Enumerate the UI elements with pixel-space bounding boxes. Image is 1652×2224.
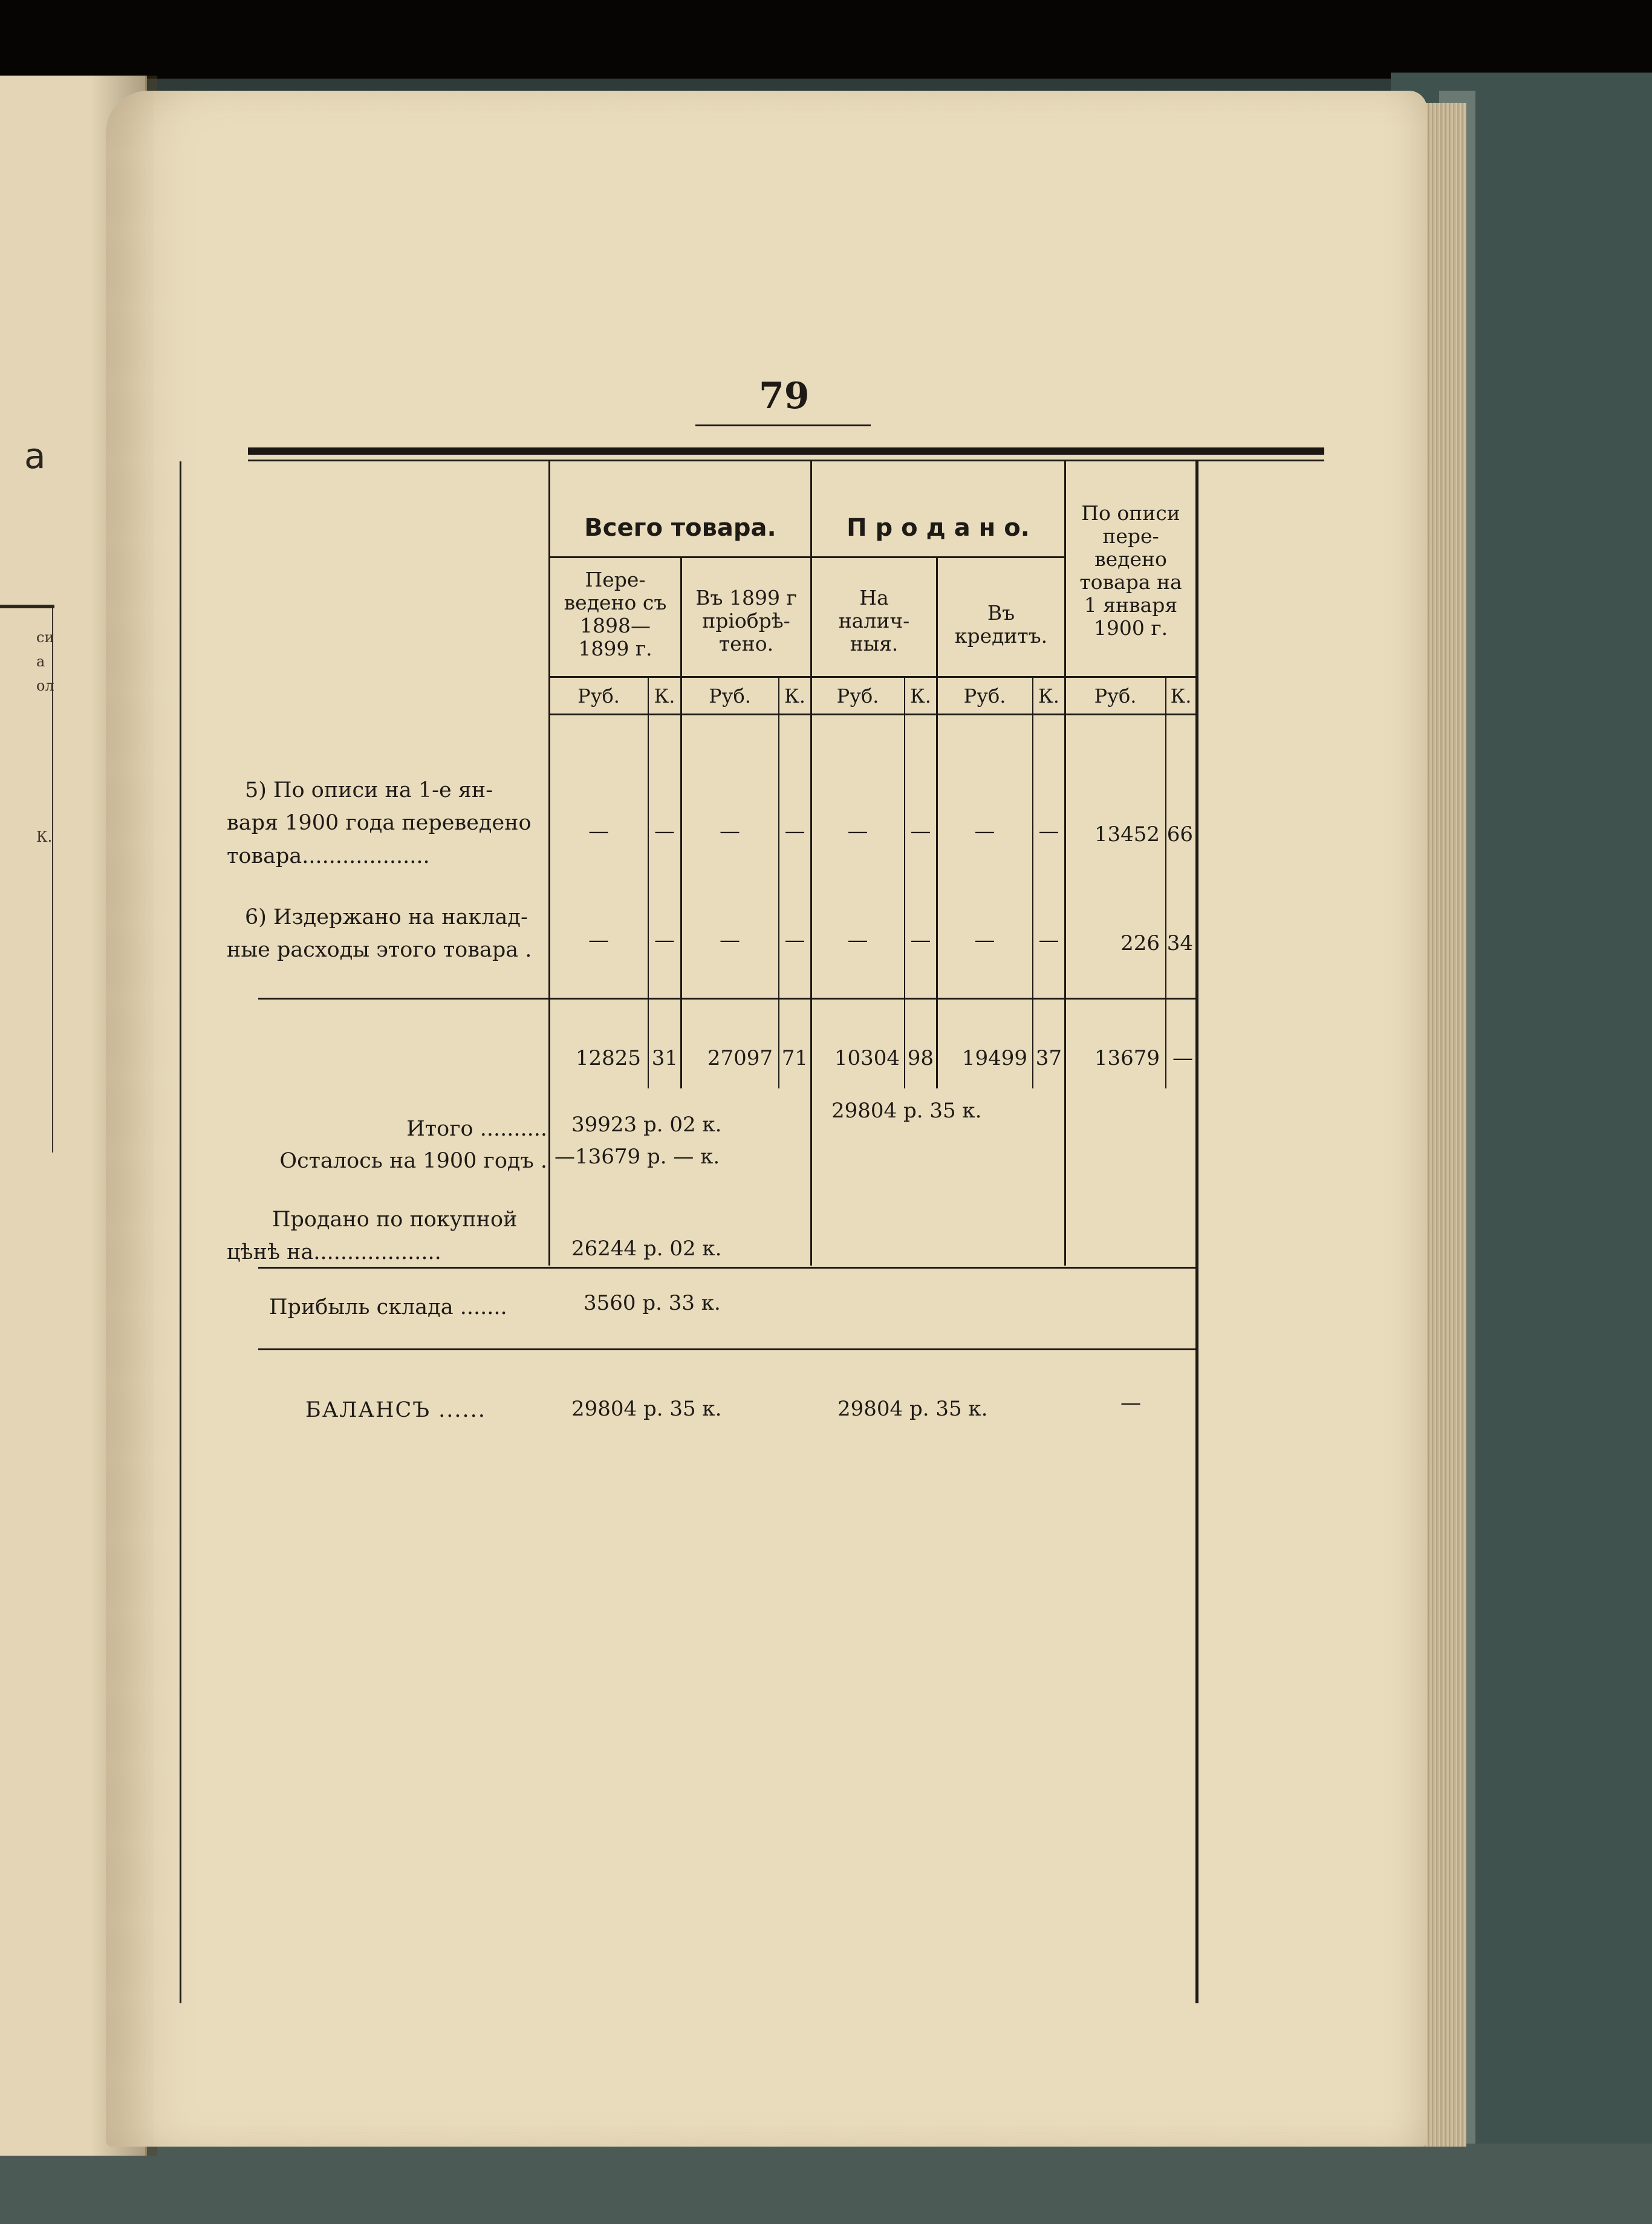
table-right-border bbox=[1195, 461, 1198, 2003]
table-top-rule-thin bbox=[248, 460, 1324, 461]
itogo-value: 39923 р. 02 к. bbox=[571, 1113, 722, 1137]
row-6-dash: — bbox=[784, 928, 805, 952]
page-fore-edges bbox=[1421, 103, 1466, 2147]
row-5-inventory-rub: 13452 bbox=[1094, 822, 1160, 847]
row-6-inventory-rub: 226 bbox=[1120, 931, 1160, 955]
balans-value: 29804 р. 35 к. bbox=[571, 1397, 722, 1421]
row-6-dash: — bbox=[847, 928, 868, 952]
row-5-dash: — bbox=[974, 819, 995, 844]
row-5-dash: — bbox=[654, 819, 675, 844]
pribyl-value: 3560 р. 33 к. bbox=[584, 1291, 721, 1315]
previous-page-rule bbox=[0, 605, 54, 608]
book-page bbox=[106, 91, 1427, 2147]
book-cover-bottom bbox=[0, 2144, 1652, 2224]
row-5-dash: — bbox=[588, 819, 609, 844]
previous-page-fragment: си bbox=[36, 629, 54, 646]
prodano-label: Продано по покупной цѣнѣ на................... bbox=[227, 1208, 518, 1265]
total-credit-kop: 37 bbox=[1035, 1046, 1062, 1070]
ostalos-value: —13679 р. — к. bbox=[554, 1145, 720, 1169]
unit-kop: К. bbox=[1170, 684, 1192, 707]
kop-divider bbox=[1165, 677, 1166, 1088]
row-6-dash: — bbox=[588, 928, 609, 952]
row-5-label: 5) По описи на 1-е ян- варя 1900 года переведено товара................... bbox=[227, 778, 532, 868]
page-number: 79 bbox=[759, 375, 810, 417]
balans-inventory-dash: — bbox=[1120, 1391, 1141, 1415]
row-6-label: 6) Издержано на наклад- ные расходы этого товара . bbox=[227, 905, 532, 963]
header-rule bbox=[548, 556, 1064, 558]
row-5-dash: — bbox=[784, 819, 805, 844]
total-acquired-rub: 27097 bbox=[707, 1046, 773, 1070]
ostalos-label: Осталось на 1900 годъ . bbox=[279, 1149, 547, 1173]
row-6-dash: — bbox=[654, 928, 675, 952]
row-6-dash: — bbox=[910, 928, 931, 952]
previous-page-fragment: а bbox=[36, 653, 45, 670]
row-5-inventory-kop: 66 bbox=[1166, 822, 1193, 847]
total-carried-kop: 31 bbox=[651, 1046, 678, 1070]
balans-label: БАЛАНСЪ ...... bbox=[305, 1398, 486, 1422]
background-top bbox=[0, 0, 1652, 79]
total-inventory-kop: — bbox=[1172, 1046, 1193, 1070]
unit-rub: Руб. bbox=[709, 684, 751, 707]
unit-kop: К. bbox=[1038, 684, 1059, 707]
header-credit: Въ кредитъ. bbox=[954, 601, 1048, 648]
unit-rub: Руб. bbox=[836, 684, 879, 707]
header-carried-over: Пере- ведено съ 1898— 1899 г. bbox=[564, 568, 667, 660]
kop-divider bbox=[1032, 677, 1033, 1088]
row-6-dash: — bbox=[974, 928, 995, 952]
row-5-dash: — bbox=[847, 819, 868, 844]
total-acquired-kop: 71 bbox=[781, 1046, 808, 1070]
previous-page-fragment: ол bbox=[36, 677, 54, 694]
total-credit-rub: 19499 bbox=[961, 1046, 1027, 1070]
balance-rule bbox=[258, 1348, 1195, 1350]
itogo-label: Итого .......... bbox=[406, 1117, 547, 1141]
unit-kop: К. bbox=[784, 684, 805, 707]
kop-divider bbox=[778, 677, 779, 1088]
header-cash: На налич- ныя. bbox=[838, 586, 910, 655]
header-inventory-1900: По описи пере- ведено товара на 1 января 1900 г. bbox=[1079, 501, 1182, 640]
previous-page-fragment: К. bbox=[36, 828, 53, 845]
total-inventory-rub: 13679 bbox=[1094, 1046, 1160, 1070]
prodano-value: 26244 р. 02 к. bbox=[571, 1237, 722, 1261]
itogo-sold-value: 29804 р. 35 к. bbox=[831, 1099, 982, 1123]
unit-kop: К. bbox=[654, 684, 675, 707]
kop-divider bbox=[648, 677, 649, 1088]
unit-rub: Руб. bbox=[1094, 684, 1137, 707]
total-carried-rub: 12825 bbox=[575, 1046, 641, 1070]
header-rule bbox=[548, 676, 1197, 678]
row-6-inventory-kop: 34 bbox=[1166, 931, 1193, 955]
header-sold: П р о д а н о. bbox=[847, 514, 1030, 542]
previous-page-letter: a bbox=[24, 435, 46, 476]
header-total-goods: Всего товара. bbox=[584, 514, 776, 542]
kop-divider bbox=[904, 677, 905, 1088]
row-5-dash: — bbox=[1038, 819, 1059, 844]
row-6-dash: — bbox=[1038, 928, 1059, 952]
unit-kop: К. bbox=[910, 684, 931, 707]
table-left-border bbox=[180, 461, 181, 2003]
section-rule bbox=[258, 998, 1195, 1000]
unit-rub: Руб. bbox=[963, 684, 1006, 707]
balans-sold-value: 29804 р. 35 к. bbox=[837, 1397, 988, 1421]
table-top-rule bbox=[248, 447, 1324, 455]
unit-rub: Руб. bbox=[577, 684, 620, 707]
units-rule bbox=[548, 714, 1197, 715]
pribyl-label: Прибыль склада ....... bbox=[269, 1295, 507, 1319]
row-6-dash: — bbox=[720, 928, 740, 952]
page-number-rule bbox=[695, 424, 871, 426]
total-cash-kop: 98 bbox=[907, 1046, 934, 1070]
row-5-dash: — bbox=[910, 819, 931, 844]
row-5-dash: — bbox=[720, 819, 740, 844]
column-divider bbox=[810, 461, 812, 1266]
total-cash-rub: 10304 bbox=[834, 1046, 900, 1070]
header-acquired-1899: Въ 1899 г пріобрѣ- тено. bbox=[695, 586, 797, 655]
